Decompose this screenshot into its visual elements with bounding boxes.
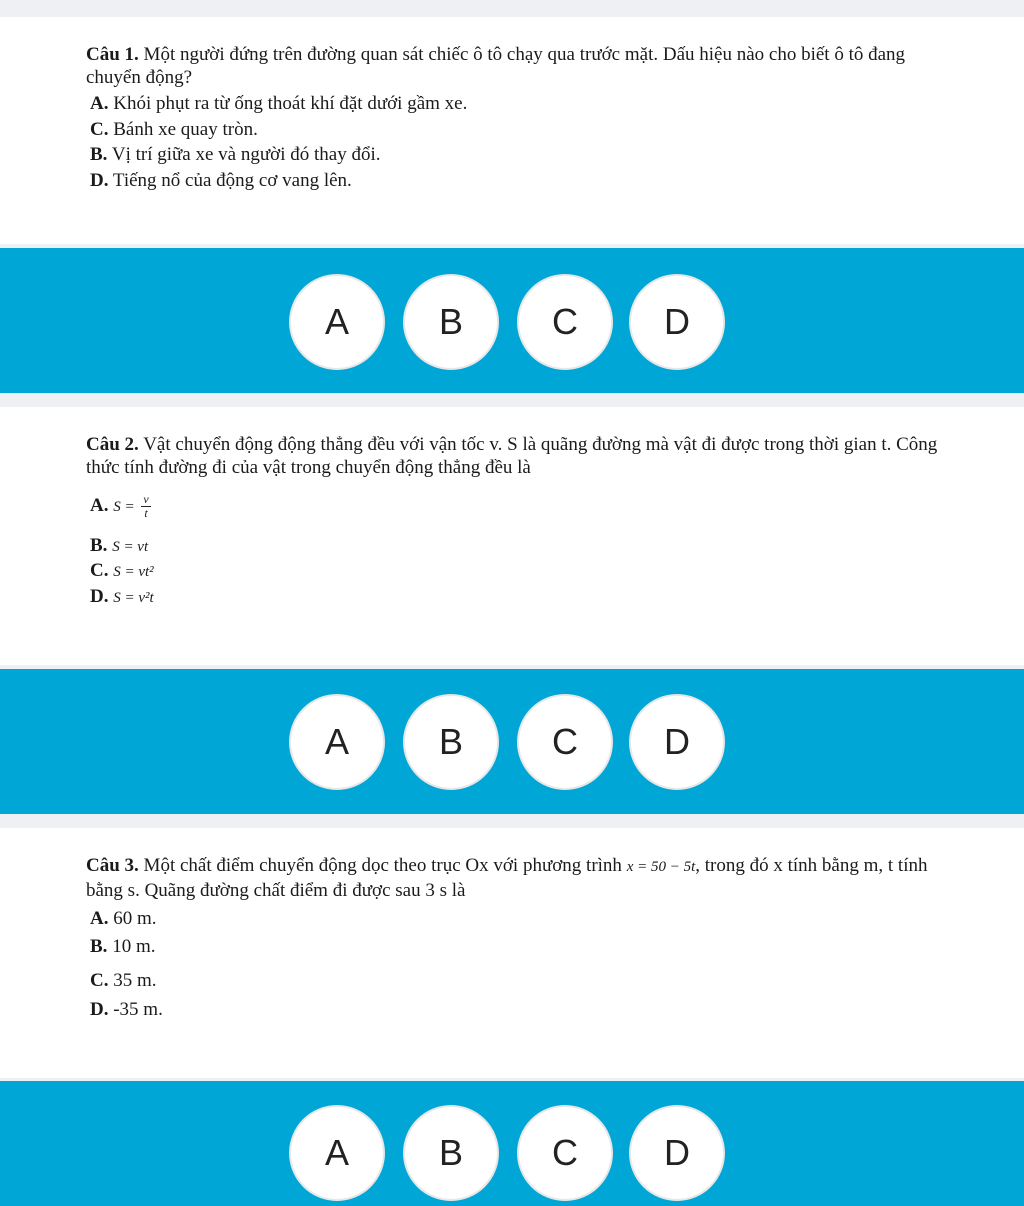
q3-answer-a-button[interactable]: A [289,1105,385,1201]
q3-option-d [90,998,163,1022]
q2-option-a-letter: A. [90,494,109,516]
q3-option-c-letter: C. [90,970,109,991]
q2-answer-a-button[interactable]: A [289,694,385,790]
q3-option-b [90,935,155,959]
question-3-body-start: Một chất điểm chuyển động dọc theo trục Ox với phương trình [138,855,627,876]
q2-option-a-numerator: v [143,492,149,506]
q2-option-a-fraction [141,493,150,520]
q1-option-d-letter: D. [90,170,109,191]
question-3-text [86,854,956,902]
q1-answer-d-button[interactable]: D [629,274,725,370]
q1-option-c [90,118,258,142]
question-3-body-end: , trong đó x tính bằng m, t tính bằng s. Quãng đường chất điểm đi được sau 3 s là [86,855,928,901]
q2-option-d-letter: D. [90,586,109,607]
q2-option-b [90,534,148,559]
q1-option-d-text: Tiếng nổ của động cơ vang lên. [108,170,352,191]
q2-option-c-letter: C. [90,560,109,581]
question-2-text [86,433,956,479]
question-3-equation: x = 50 − 5t [626,859,696,875]
q3-answer-b-button[interactable]: B [403,1105,499,1201]
q1-option-d [90,169,352,193]
q1-option-c-letter: C. [90,119,109,140]
q1-option-a-text: Khói phụt ra từ ống thoát khí đặt dưới gầm xe. [108,93,468,114]
question-card-3 [0,828,1024,1078]
question-1-label: Câu 1. [86,44,139,65]
question-1-text [86,43,956,89]
q3-answer-c-button[interactable]: C [517,1105,613,1201]
q2-option-b-formula: S = vt [112,539,149,555]
q1-option-b-text: Vị trí giữa xe và người đó thay đổi. [107,144,381,165]
q1-option-b-letter: B. [90,144,108,165]
q2-option-a [90,493,151,520]
q3-option-b-letter: B. [90,936,108,957]
q2-answer-d-button[interactable]: D [629,694,725,790]
answer-band-2 [0,669,1024,814]
q3-option-c [90,969,157,993]
q1-option-c-text: Bánh xe quay tròn. [108,119,258,140]
q1-option-a [90,92,467,116]
question-2-body: Vật chuyển động động thẳng đều với vận tốc v. S là quãng đường mà vật đi được trong thời gian t. Công thức tính đường đi của vật trong chuyển động thẳng đều là [86,434,938,478]
question-3-label: Câu 3. [86,855,139,876]
answer-band-1 [0,248,1024,393]
question-1-body: Một người đứng trên đường quan sát chiếc ô tô chạy qua trước mặt. Dấu hiệu nào cho biết ô tô đang chuyển động? [86,44,906,88]
q2-option-c-formula: S = vt² [113,564,154,580]
q3-option-a-letter: A. [90,908,109,929]
q3-option-d-letter: D. [90,999,109,1020]
q2-option-d [90,585,154,610]
question-card-2 [0,407,1024,665]
question-card-1 [0,17,1024,244]
q1-answer-b-button[interactable]: B [403,274,499,370]
q3-option-d-text: -35 m. [108,999,163,1020]
q1-option-b [90,143,380,167]
q2-option-c [90,559,154,584]
q2-option-d-formula: S = v²t [113,590,154,606]
q3-option-a [90,907,157,931]
q1-answer-c-button[interactable]: C [517,274,613,370]
q2-option-b-letter: B. [90,535,108,556]
question-2-label: Câu 2. [86,434,139,455]
q1-answer-a-button[interactable]: A [289,274,385,370]
q2-answer-c-button[interactable]: C [517,694,613,790]
q2-option-a-formula: S = [113,498,135,515]
q2-answer-b-button[interactable]: B [403,694,499,790]
q3-option-c-text: 35 m. [108,970,157,991]
q3-answer-d-button[interactable]: D [629,1105,725,1201]
q1-option-a-letter: A. [90,93,109,114]
q3-option-b-text: 10 m. [107,936,156,957]
q3-option-a-text: 60 m. [108,908,157,929]
q2-option-a-denominator: t [144,506,148,520]
answer-band-3 [0,1081,1024,1206]
